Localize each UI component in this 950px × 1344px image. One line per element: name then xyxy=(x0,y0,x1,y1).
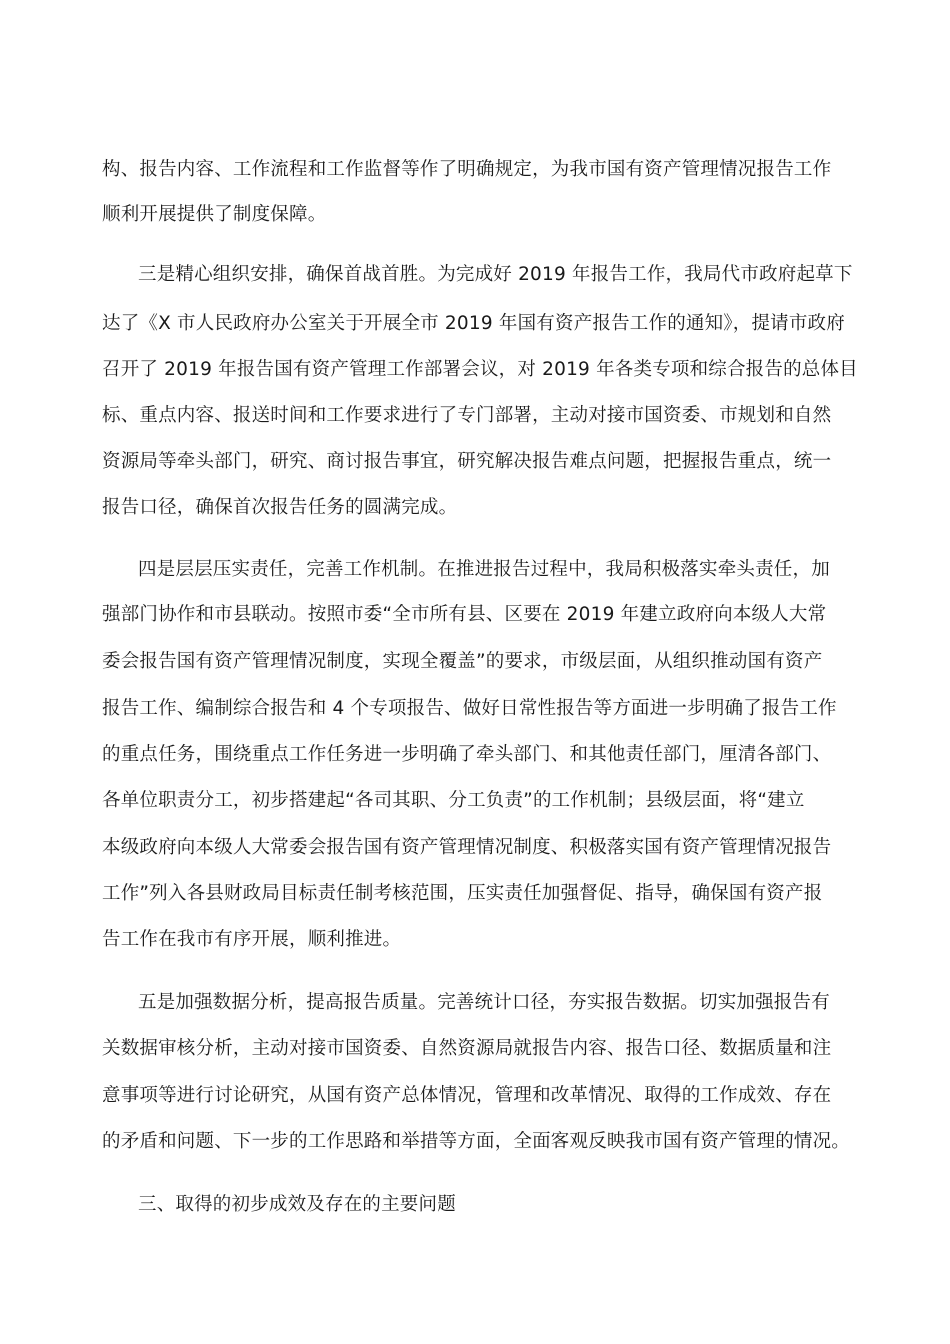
text-line: 关数据审核分析，主动对接市国资委、自然资源局就报告内容、报告口径、数据质量和注 xyxy=(102,1038,832,1059)
paragraph-first-line: 四是层层压实责任，完善工作机制。在推进报告过程中，我局积极落实牵头责任，加 xyxy=(138,559,830,580)
text-line: 报告口径，确保首次报告任务的圆满完成。 xyxy=(102,497,458,518)
text-line: 各单位职责分工，初步搭建起“各司其职、分工负责”的工作机制；县级层面，将“建立 xyxy=(102,790,805,811)
text-line: 强部门协作和市县联动。按照市委“全市所有县、区要在 2019 年建立政府向本级人大常 xyxy=(102,604,827,625)
text-line: 工作”列入各县财政局目标责任制考核范围，压实责任加强督促、指导，确保国有资产报 xyxy=(102,883,823,904)
text-line: 达了《X 市人民政府办公室关于开展全市 2019 年国有资产报告工作的通知》，提请市政府 xyxy=(102,313,845,334)
text-line: 的矛盾和问题、下一步的工作思路和举措等方面，全面客观反映我市国有资产管理的情况。 xyxy=(102,1131,851,1152)
text-line: 报告工作、编制综合报告和 4 个专项报告、做好日常性报告等方面进一步明确了报告工作 xyxy=(102,698,837,719)
text-line: 构、报告内容、工作流程和工作监督等作了明确规定，为我市国有资产管理情况报告工作 xyxy=(102,159,832,180)
section-heading: 三、取得的初步成效及存在的主要问题 xyxy=(138,1194,456,1215)
paragraph-first-line: 五是加强数据分析，提高报告质量。完善统计口径，夯实报告数据。切实加强报告有 xyxy=(138,992,830,1013)
text-line: 资源局等牵头部门，研究、商讨报告事宜，研究解决报告难点问题，把握报告重点，统一 xyxy=(102,451,832,472)
text-line: 本级政府向本级人大常委会报告国有资产管理情况制度、积极落实国有资产管理情况报告 xyxy=(102,837,832,858)
text-line: 顺利开展提供了制度保障。 xyxy=(102,204,327,225)
text-line: 召开了 2019 年报告国有资产管理工作部署会议，对 2019 年各类专项和综合报告的总体目 xyxy=(102,359,858,380)
text-line: 的重点任务，围绕重点工作任务进一步明确了牵头部门、和其他责任部门，厘清各部门、 xyxy=(102,744,832,765)
text-line: 委会报告国有资产管理情况制度，实现全覆盖”的要求，市级层面，从组织推动国有资产 xyxy=(102,651,823,672)
text-line: 意事项等进行讨论研究，从国有资产总体情况，管理和改革情况、取得的工作成效、存在 xyxy=(102,1085,832,1106)
text-line: 告工作在我市有序开展，顺利推进。 xyxy=(102,929,402,950)
paragraph-first-line: 三是精心组织安排，确保首战首胜。为完成好 2019 年报告工作，我局代市政府起草下 xyxy=(138,264,853,285)
text-line: 标、重点内容、报送时间和工作要求进行了专门部署，主动对接市国资委、市规划和自然 xyxy=(102,405,832,426)
